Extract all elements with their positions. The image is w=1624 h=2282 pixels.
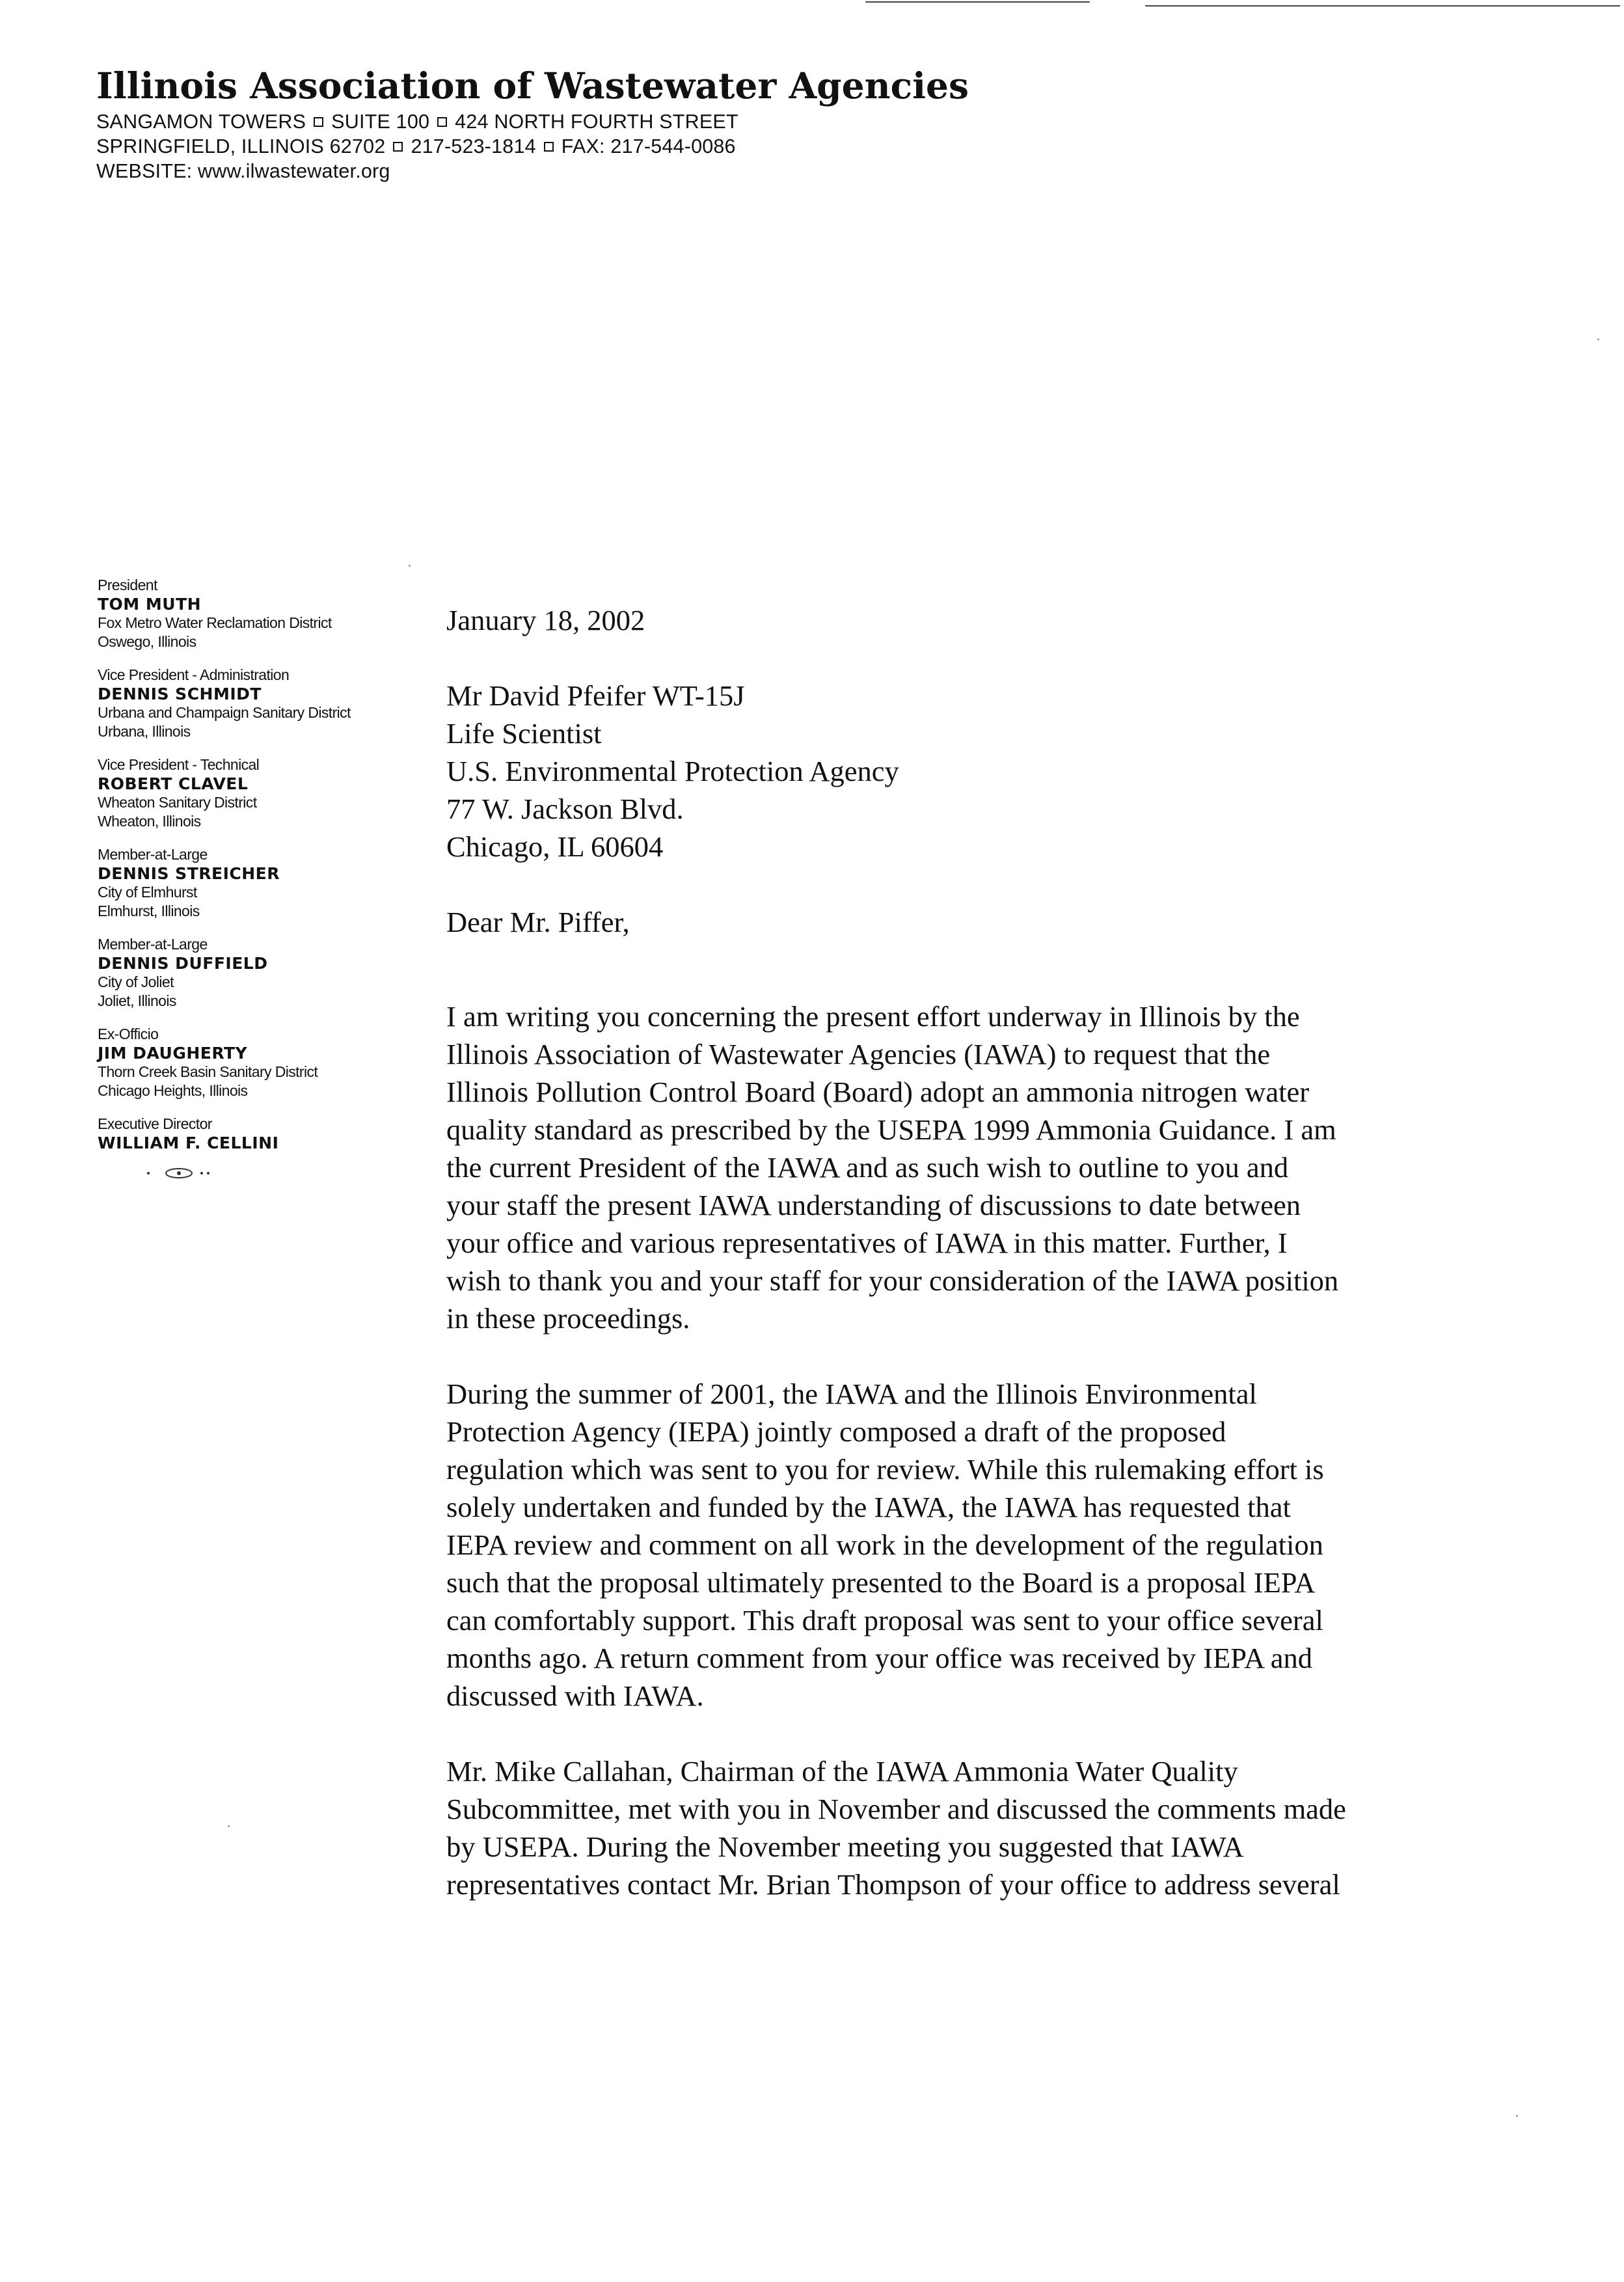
letter-date: January 18, 2002 xyxy=(446,604,645,636)
officer-vp-technical xyxy=(98,755,403,831)
recipient-line: U.S. Environmental Protection Agency xyxy=(446,755,899,787)
officer-title: Member-at-Large xyxy=(98,936,208,953)
recipient-line: Chicago, IL 60604 xyxy=(446,830,664,863)
scan-rule-right xyxy=(1145,5,1620,7)
officer-org: Wheaton Sanitary District xyxy=(98,794,257,811)
officer-location: Joliet, Illinois xyxy=(98,992,176,1009)
officer-location: Oswego, Illinois xyxy=(98,633,196,650)
officer-name: DENNIS STREICHER xyxy=(98,864,280,883)
scan-speck xyxy=(409,565,411,567)
body-paragraph: I am writing you concerning the present effort underway in Illinois by the Illinois Association of Wastewater Agencies (IAWA) to request that the Illinois Pollution Control Board (Board) adopt an ammonia nitrogen water quality standard as prescribed by the USEPA 1999 Ammonia Guidance. I am the current President of the IAWA and as such wish to outline to you and your staff the present IAWA understanding of discussions to date between your office and various representatives of IAWA in this matter. Further, I wish to thank you and your staff for your consideration of the IAWA position in these proceedings. xyxy=(446,1000,1339,1335)
officer-location: Elmhurst, Illinois xyxy=(98,903,200,919)
officer-location: Urbana, Illinois xyxy=(98,723,191,740)
organization-name: Illinois Association of Wastewater Agencies xyxy=(96,64,969,107)
officer-org: City of Elmhurst xyxy=(98,884,197,901)
officer-name: DENNIS DUFFIELD xyxy=(98,954,268,973)
officer-title: Vice President - Technical xyxy=(98,756,260,773)
scan-speck xyxy=(1516,2115,1518,2117)
officer-name: DENNIS SCHMIDT xyxy=(98,685,262,703)
letterhead xyxy=(96,62,1072,183)
officer-title: President xyxy=(98,577,157,593)
bullet-square-icon xyxy=(544,142,554,152)
officer-name: WILLIAM F. CELLINI xyxy=(98,1134,279,1152)
recipient-line: Mr David Pfeifer WT-15J xyxy=(446,679,745,712)
officer-name: TOM MUTH xyxy=(98,595,202,614)
body-paragraph: Mr. Mike Callahan, Chairman of the IAWA Ammonia Water Quality Subcommittee, met with you in November and discussed the comments made by USEPA. During the November meeting you suggested that IAWA representatives contact Mr. Brian Thompson of your office to address several xyxy=(446,1755,1346,1901)
bullet-square-icon xyxy=(393,142,403,152)
union-bug-icon xyxy=(143,1167,403,1183)
officer-president xyxy=(98,576,403,651)
officer-org: Fox Metro Water Reclamation District xyxy=(98,614,332,631)
officer-ex-officio xyxy=(98,1025,403,1100)
website-line: WEBSITE: www.ilwastewater.org xyxy=(96,160,390,182)
officer-location: Chicago Heights, Illinois xyxy=(98,1082,248,1099)
scan-speck xyxy=(1597,338,1599,340)
recipient-block xyxy=(446,677,1461,865)
officer-title: Member-at-Large xyxy=(98,846,208,863)
officers-sidebar xyxy=(98,576,403,1183)
officer-org: Thorn Creek Basin Sanitary District xyxy=(98,1063,318,1080)
recipient-line: 77 W. Jackson Blvd. xyxy=(446,793,684,825)
body-paragraph: During the summer of 2001, the IAWA and the Illinois Environmental Protection Agency (IEPA) jointly composed a draft of the proposed regulation which was sent to you for review. While this rulemaking effort is solely undertaken and funded by the IAWA, the IAWA has requested that IEPA review and comment on all work in the development of the regulation such that the proposal ultimately presented to the Board is a proposal IEPA can comfortably support. This draft proposal was sent to your office several months ago. A return comment from your office was received by IEPA and discussed with IAWA. xyxy=(446,1378,1324,1712)
address-line-1: SANGAMON TOWERS SUITE 100 424 NORTH FOURTH STREET xyxy=(96,111,738,133)
letter-body xyxy=(446,601,1461,1941)
officer-member-at-large-1 xyxy=(98,845,403,921)
officer-org: Urbana and Champaign Sanitary District xyxy=(98,704,351,721)
officer-location: Wheaton, Illinois xyxy=(98,813,201,830)
address-line-2: SPRINGFIELD, ILLINOIS 62702 217-523-1814 FAX: 217-544-0086 xyxy=(96,135,736,157)
bullet-square-icon xyxy=(437,117,447,127)
bullet-square-icon xyxy=(314,117,323,127)
salutation: Dear Mr. Piffer, xyxy=(446,906,630,938)
recipient-line: Life Scientist xyxy=(446,717,602,750)
officer-name: JIM DAUGHERTY xyxy=(98,1044,248,1063)
officer-title: Vice President - Administration xyxy=(98,666,290,683)
officer-org: City of Joliet xyxy=(98,973,174,990)
officer-member-at-large-2 xyxy=(98,935,403,1011)
officer-executive-director xyxy=(98,1115,403,1152)
scan-speck xyxy=(228,1825,230,1827)
officer-title: Ex-Officio xyxy=(98,1026,159,1042)
officer-name: ROBERT CLAVEL xyxy=(98,774,249,793)
officer-vp-administration xyxy=(98,666,403,741)
officer-title: Executive Director xyxy=(98,1115,212,1132)
scan-rule-left xyxy=(865,1,1090,3)
